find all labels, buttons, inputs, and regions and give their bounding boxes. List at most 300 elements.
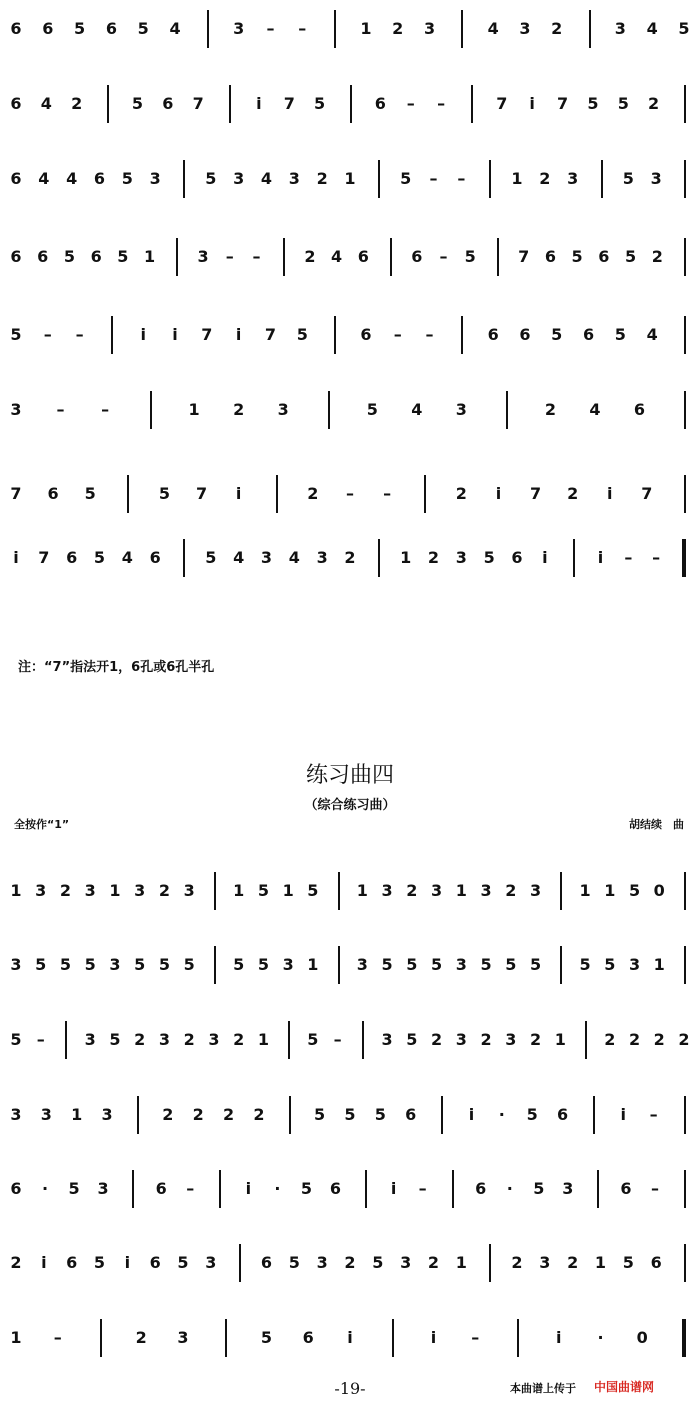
barline xyxy=(684,872,686,910)
note-digit: i xyxy=(245,1179,252,1198)
note-digit: 2 xyxy=(427,548,440,567)
barline xyxy=(239,1244,241,1282)
note-digit: – xyxy=(266,19,275,38)
barline xyxy=(132,1170,134,1208)
note-digit: 4 xyxy=(589,400,601,419)
note-digit: 6 xyxy=(66,548,78,567)
note-digit: 6 xyxy=(10,1179,22,1198)
note-digit: 3 xyxy=(381,881,393,900)
barline xyxy=(390,238,392,276)
barline xyxy=(214,946,216,984)
note-digit: 5 xyxy=(604,955,616,974)
note-digit: 2 xyxy=(222,1105,235,1124)
note-digit: 5 xyxy=(505,955,517,974)
note-digit: 2 xyxy=(544,400,556,419)
note-digit: – xyxy=(437,94,446,113)
note-digit: 5 xyxy=(400,169,412,188)
barline xyxy=(338,946,340,984)
note-digit: 4 xyxy=(646,19,658,38)
note-digit: 4 xyxy=(66,169,78,188)
note-digit: 6 xyxy=(162,94,174,113)
note-digit: 3 xyxy=(109,955,121,974)
barline xyxy=(214,872,216,910)
notation-row xyxy=(0,160,700,220)
piece-subtitle: （综合练习曲） xyxy=(304,798,396,813)
note-digit: – xyxy=(298,19,307,38)
note-digit: 7 xyxy=(496,94,508,113)
note-digit: 2 xyxy=(158,881,170,900)
note-digit: – xyxy=(43,325,52,344)
note-digit: 5 xyxy=(93,548,106,567)
note-digit: 3 xyxy=(539,1253,551,1272)
notation-row xyxy=(0,1244,700,1304)
note-digit: 2 xyxy=(678,1030,690,1049)
note-digit: 6 xyxy=(620,1179,632,1198)
note-digit: 5 xyxy=(35,955,47,974)
note-digit: 5 xyxy=(121,169,133,188)
note-digit: 5 xyxy=(314,94,326,113)
note-digit: 3 xyxy=(134,881,146,900)
notation-row xyxy=(0,1021,700,1081)
note-digit: 7 xyxy=(201,325,213,344)
note-digit: 2 xyxy=(511,1253,523,1272)
note-digit: 5 xyxy=(678,19,690,38)
note-digit: i xyxy=(529,94,535,113)
barline xyxy=(334,10,336,48)
note-digit: 6 xyxy=(475,1179,487,1198)
note-digit: i xyxy=(41,1253,47,1272)
note-digit: 6 xyxy=(105,19,117,38)
note-digit: 6 xyxy=(511,548,523,567)
barline xyxy=(183,160,185,198)
note-digit: i xyxy=(140,325,146,344)
note-digit: 6 xyxy=(357,247,369,266)
note-digit: 6 xyxy=(66,1253,78,1272)
note-digit: 5 xyxy=(480,955,492,974)
note-digit: 5 xyxy=(344,1105,356,1124)
notation-row xyxy=(0,238,700,298)
note-digit: 1 xyxy=(653,955,665,974)
barline xyxy=(276,475,278,513)
note-digit: 3 xyxy=(205,1253,217,1272)
note-digit: 2 xyxy=(431,1030,443,1049)
note-digit: 3 xyxy=(529,881,542,900)
notation-row xyxy=(0,316,700,376)
note-digit: 5 xyxy=(158,955,170,974)
note-digit: – xyxy=(252,247,261,266)
note-digit: 2 xyxy=(134,1030,146,1049)
note-digit: 5 xyxy=(529,955,542,974)
upload-credit: 本曲谱上传于 xyxy=(510,1382,576,1395)
note-digit: – xyxy=(383,484,392,503)
note-digit: 2 xyxy=(480,1030,492,1049)
note-digit: 7 xyxy=(641,484,653,503)
note-digit: 1 xyxy=(360,19,372,38)
note-digit: 5 xyxy=(587,94,599,113)
note-digit: 2 xyxy=(233,400,245,419)
note-digit: 5 xyxy=(257,881,269,900)
note-digit: 5 xyxy=(288,1253,300,1272)
note-digit: 6 xyxy=(10,19,22,38)
barline xyxy=(593,1096,595,1134)
note-digit: 3 xyxy=(208,1030,220,1049)
note-digit: 5 xyxy=(74,19,86,38)
barline xyxy=(452,1170,454,1208)
note-digit: 5 xyxy=(579,955,591,974)
barline xyxy=(378,160,380,198)
note-digit: 5 xyxy=(260,1328,273,1347)
note-digit: 5 xyxy=(381,955,393,974)
barline xyxy=(684,316,686,354)
note-digit: – xyxy=(652,548,661,567)
barline xyxy=(684,391,686,429)
note-digit: 3 xyxy=(10,955,22,974)
note-digit: 5 xyxy=(205,169,217,188)
note-digit: 3 xyxy=(40,1105,52,1124)
note-digit: 3 xyxy=(97,1179,109,1198)
note-digit: 4 xyxy=(169,19,181,38)
note-digit: 5 xyxy=(158,484,170,503)
barline xyxy=(560,946,562,984)
notation-row xyxy=(0,539,700,599)
note-digit: i xyxy=(235,484,242,503)
note-digit: 3 xyxy=(316,548,328,567)
note-digit: 4 xyxy=(233,548,245,567)
note-digit: 7 xyxy=(556,94,569,113)
note-digit: 5 xyxy=(137,19,149,38)
note-digit: i xyxy=(468,1105,475,1124)
note-digit: – xyxy=(186,1179,195,1198)
note-digit: 6 xyxy=(650,1253,662,1272)
note-digit: 2 xyxy=(253,1105,265,1124)
note-digit: 1 xyxy=(511,169,523,188)
note-digit: 5 xyxy=(134,955,146,974)
note-digit: 6 xyxy=(149,548,161,567)
note-digit: 5 xyxy=(183,955,195,974)
notation-row xyxy=(0,391,700,451)
note-digit: 6 xyxy=(487,325,499,344)
barline xyxy=(489,1244,491,1282)
note-digit: 6 xyxy=(260,1253,273,1272)
barline xyxy=(392,1319,394,1357)
page-number: -19- xyxy=(334,1379,366,1398)
note-digit: 6 xyxy=(360,325,372,344)
note-digit: – xyxy=(471,1328,480,1347)
note-digit: – xyxy=(650,1179,659,1198)
barline xyxy=(378,539,380,577)
note-digit: 5 xyxy=(68,1179,80,1198)
note-digit: · xyxy=(597,1328,604,1347)
barline xyxy=(150,391,152,429)
note-digit: 3 xyxy=(84,881,96,900)
note-digit: 1 xyxy=(10,881,22,900)
barline xyxy=(573,539,575,577)
barline xyxy=(288,1021,290,1059)
note-digit: – xyxy=(53,1328,62,1347)
note-digit: 5 xyxy=(464,247,476,266)
note-digit: 5 xyxy=(84,955,96,974)
barline xyxy=(684,85,686,123)
note-digit: 4 xyxy=(646,325,658,344)
note-digit: 2 xyxy=(59,881,72,900)
barline xyxy=(684,1170,686,1208)
note-digit: 7 xyxy=(264,325,277,344)
note-digit: i xyxy=(347,1328,353,1347)
note-digit: 2 xyxy=(344,1253,356,1272)
note-digit: · xyxy=(41,1179,49,1198)
note-digit: 6 xyxy=(37,247,49,266)
note-digit: 3 xyxy=(381,1030,393,1049)
note-digit: i xyxy=(556,1328,562,1347)
piece-title: 练习曲四 xyxy=(305,763,394,788)
note-digit: 3 xyxy=(177,1328,189,1347)
note-digit: 7 xyxy=(192,94,204,113)
note-digit: 2 xyxy=(551,19,563,38)
fingering-instruction: 全按作“1” xyxy=(14,818,70,831)
note-digit: 3 xyxy=(233,169,245,188)
note-digit: 5 xyxy=(233,955,245,974)
barline xyxy=(100,1319,102,1357)
note-digit: 5 xyxy=(314,1105,326,1124)
note-digit: 2 xyxy=(10,1253,22,1272)
note-digit: 6 xyxy=(302,1328,314,1347)
note-digit: 7 xyxy=(529,484,542,503)
note-digit: i xyxy=(390,1179,397,1198)
barline xyxy=(601,160,603,198)
note-digit: 3 xyxy=(455,1030,467,1049)
note-digit: 3 xyxy=(35,881,47,900)
note-digit: 3 xyxy=(101,1105,113,1124)
note-digit: 1 xyxy=(282,881,294,900)
note-digit: 5 xyxy=(622,169,634,188)
note-digit: i xyxy=(542,548,548,567)
note-digit: – xyxy=(101,400,110,419)
note-digit: 4 xyxy=(121,548,133,567)
note-digit: 2 xyxy=(648,94,660,113)
note-digit: i xyxy=(430,1328,437,1347)
note-digit: 3 xyxy=(455,400,467,419)
note-digit: 5 xyxy=(617,94,629,113)
barline xyxy=(137,1096,139,1134)
note-digit: – xyxy=(439,247,448,266)
note-digit: 1 xyxy=(188,400,200,419)
note-digit: 5 xyxy=(372,1253,384,1272)
note-digit: 6 xyxy=(598,247,610,266)
note-digit: 6 xyxy=(10,169,22,188)
note-digit: 5 xyxy=(109,1030,121,1049)
note-digit: 5 xyxy=(614,325,626,344)
note-digit: 6 xyxy=(42,19,54,38)
note-digit: 1 xyxy=(455,1253,467,1272)
note-digit: 2 xyxy=(304,247,316,266)
note-digit: 2 xyxy=(406,881,418,900)
note-digit: 3 xyxy=(519,19,531,38)
note-digit: 2 xyxy=(183,1030,195,1049)
note-digit: – xyxy=(406,94,415,113)
note-digit: 6 xyxy=(155,1179,167,1198)
notation-row xyxy=(0,475,700,535)
barline xyxy=(597,1170,599,1208)
note-digit: – xyxy=(333,1030,342,1049)
note-digit: 3 xyxy=(84,1030,96,1049)
note-digit: 2 xyxy=(653,1030,665,1049)
note-digit: · xyxy=(274,1179,281,1198)
barline xyxy=(684,475,686,513)
barline xyxy=(506,391,508,429)
barline xyxy=(328,391,330,429)
note-digit: 1 xyxy=(10,1328,22,1347)
barline xyxy=(107,85,109,123)
note-digit: 4 xyxy=(40,94,52,113)
note-digit: 6 xyxy=(90,247,102,266)
note-digit: 4 xyxy=(260,169,273,188)
note-digit: 3 xyxy=(423,19,436,38)
barline xyxy=(489,160,491,198)
note-digit: 2 xyxy=(567,1253,579,1272)
note-digit: 3 xyxy=(183,881,195,900)
note-digit: 2 xyxy=(529,1030,542,1049)
note-digit: 3 xyxy=(650,169,662,188)
barline xyxy=(684,946,686,984)
note-digit: 7 xyxy=(518,247,530,266)
final-barline xyxy=(682,539,686,577)
note-digit: i xyxy=(597,548,604,567)
note-digit: 2 xyxy=(192,1105,204,1124)
note-digit: 2 xyxy=(233,1030,245,1049)
notation-row xyxy=(0,872,700,932)
note-digit: 3 xyxy=(567,169,579,188)
note-digit: – xyxy=(457,169,466,188)
note-digit: 2 xyxy=(651,247,663,266)
barline xyxy=(365,1170,367,1208)
final-barline xyxy=(682,1319,686,1357)
note-digit: 5 xyxy=(131,94,144,113)
note-digit: 5 xyxy=(526,1105,538,1124)
note-digit: 7 xyxy=(283,94,295,113)
notation-row xyxy=(0,85,700,145)
note-digit: 6 xyxy=(374,94,386,113)
note-digit: 1 xyxy=(356,881,368,900)
note-digit: – xyxy=(418,1179,427,1198)
note-digit: i xyxy=(620,1105,626,1124)
note-digit: 3 xyxy=(10,1105,22,1124)
note-digit: 3 xyxy=(197,247,209,266)
note-digit: 5 xyxy=(374,1105,386,1124)
barline xyxy=(684,238,686,276)
note-digit: 6 xyxy=(411,247,423,266)
note-digit: 0 xyxy=(653,881,665,900)
note-digit: 6 xyxy=(405,1105,417,1124)
note-digit: i xyxy=(235,325,242,344)
note-digit: 2 xyxy=(316,169,328,188)
note-digit: 3 xyxy=(288,169,300,188)
note-digit: 4 xyxy=(288,548,300,567)
note-digit: 1 xyxy=(604,881,616,900)
note-digit: 2 xyxy=(427,1253,440,1272)
note-digit: 7 xyxy=(10,484,22,503)
note-digit: 3 xyxy=(260,548,273,567)
barline xyxy=(585,1021,587,1059)
note-digit: 5 xyxy=(431,955,443,974)
barline xyxy=(65,1021,67,1059)
barline xyxy=(176,238,178,276)
note-digit: 3 xyxy=(316,1253,328,1272)
note-digit: 1 xyxy=(455,881,467,900)
note-digit: – xyxy=(36,1030,45,1049)
note-digit: 3 xyxy=(158,1030,170,1049)
note-digit: 5 xyxy=(93,1253,106,1272)
note-digit: – xyxy=(56,400,65,419)
barline xyxy=(207,10,209,48)
note-digit: 3 xyxy=(233,19,245,38)
note-digit: i xyxy=(607,484,613,503)
note-digit: 1 xyxy=(400,548,412,567)
barline xyxy=(497,238,499,276)
note-digit: 3 xyxy=(562,1179,574,1198)
note-digit: – xyxy=(624,548,633,567)
note-digit: 0 xyxy=(636,1328,648,1347)
note-digit: i xyxy=(495,484,502,503)
note-digit: 2 xyxy=(162,1105,174,1124)
barline xyxy=(517,1319,519,1357)
note-digit: 5 xyxy=(59,955,72,974)
note-digit: 1 xyxy=(71,1105,83,1124)
barline xyxy=(441,1096,443,1134)
barline xyxy=(560,872,562,910)
notation-row xyxy=(0,946,700,1006)
note-digit: 2 xyxy=(628,1030,641,1049)
note-digit: 5 xyxy=(84,484,96,503)
note-digit: 6 xyxy=(47,484,59,503)
barline xyxy=(219,1170,221,1208)
note-digit: 6 xyxy=(149,1253,161,1272)
note-digit: 5 xyxy=(177,1253,189,1272)
note-digit: 5 xyxy=(551,325,563,344)
note-digit: 6 xyxy=(93,169,106,188)
note-digit: 3 xyxy=(505,1030,517,1049)
notation-row xyxy=(0,1096,700,1156)
note-digit: 5 xyxy=(10,325,22,344)
note-digit: 5 xyxy=(10,1030,22,1049)
note-digit: 3 xyxy=(628,955,641,974)
note-digit: 5 xyxy=(205,548,217,567)
note-digit: 5 xyxy=(296,325,308,344)
note-digit: – xyxy=(393,325,402,344)
note-digit: 3 xyxy=(149,169,161,188)
note-digit: 5 xyxy=(307,1030,319,1049)
barline xyxy=(283,238,285,276)
note-digit: 3 xyxy=(400,1253,412,1272)
note-digit: 1 xyxy=(579,881,591,900)
note-digit: 1 xyxy=(344,169,356,188)
site-logo: 中国曲谱网 xyxy=(594,1380,655,1394)
note-digit: 1 xyxy=(144,247,156,266)
barline xyxy=(334,316,336,354)
note-digit: 6 xyxy=(10,94,22,113)
barline xyxy=(471,85,473,123)
note-digit: 3 xyxy=(431,881,443,900)
note-digit: 2 xyxy=(344,548,356,567)
barline xyxy=(183,539,185,577)
note-digit: i xyxy=(124,1253,131,1272)
note-digit: 1 xyxy=(109,881,121,900)
note-digit: 3 xyxy=(455,955,467,974)
barline xyxy=(589,10,591,48)
barline xyxy=(127,475,129,513)
barline xyxy=(338,872,340,910)
note-digit: – xyxy=(346,484,354,503)
note-digit: 4 xyxy=(487,19,499,38)
